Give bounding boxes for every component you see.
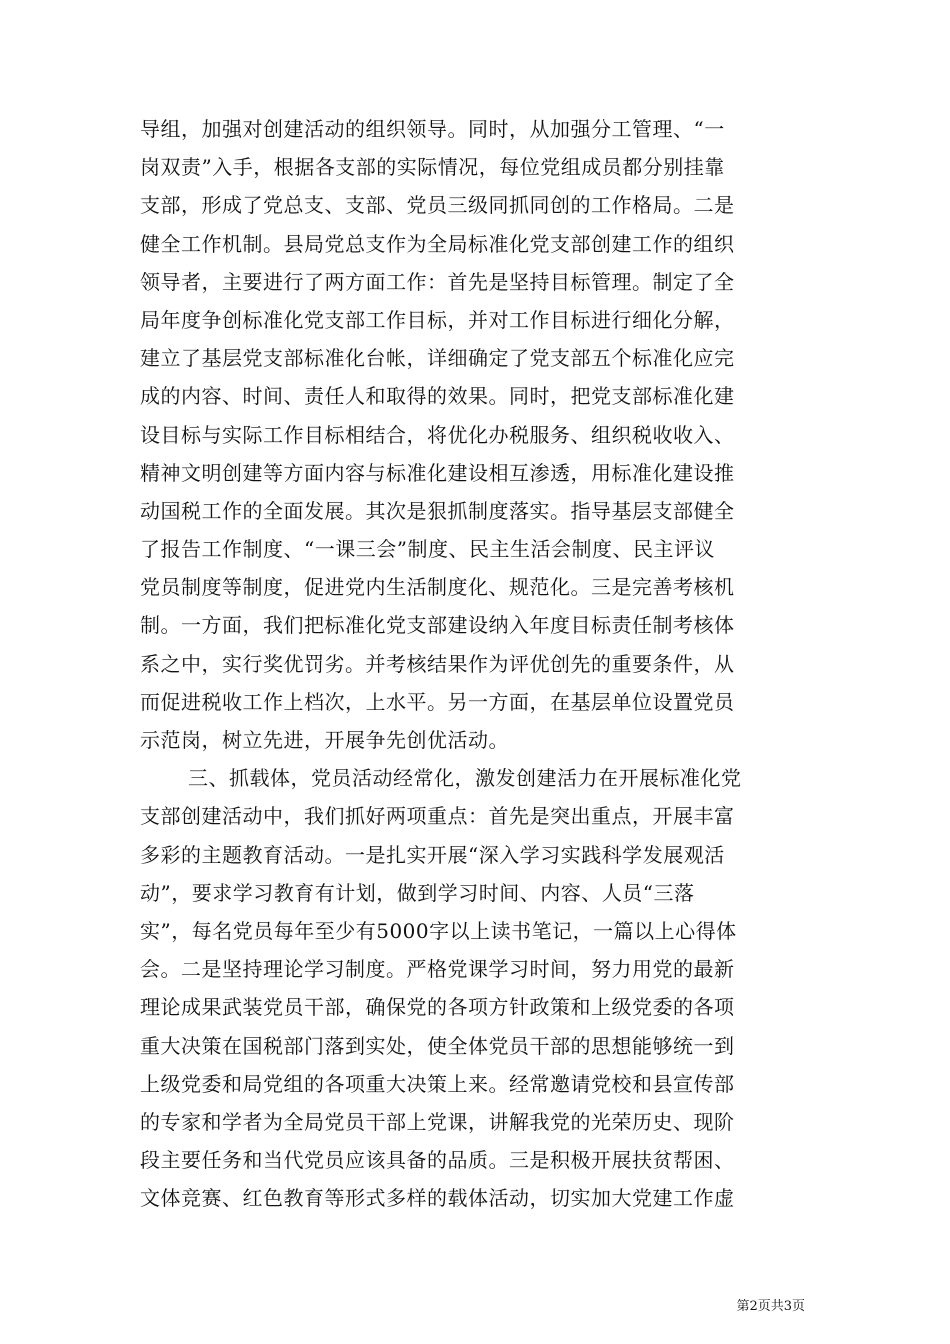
text-line: 系之中，实行奖优罚劣。并考核结果作为评优创先的重要条件，从 xyxy=(140,651,735,676)
text-line: 而促进税收工作上档次，上水平。另一方面，在基层单位设置党员 xyxy=(140,689,735,714)
text-line: 领导者，主要进行了两方面工作：首先是坚持目标管理。制定了全 xyxy=(140,269,735,294)
text-line: 上级党委和局党组的各项重大决策上来。经常邀请党校和县宣传部 xyxy=(140,1071,735,1096)
text-line: 精神文明创建等方面内容与标准化建设相互渗透，用标准化建设推 xyxy=(140,460,735,485)
text-line: 示范岗，树立先进，开展争先创优活动。 xyxy=(140,728,509,752)
text-line: 局年度争创标准化党支部工作目标，并对工作目标进行细化分解， xyxy=(140,307,735,332)
text-line: 导组，加强对创建活动的组织领导。同时，从加强分工管理、“一 xyxy=(140,117,725,141)
page-number-footer: 第2页共3页 xyxy=(736,1299,805,1314)
text-line: 段主要任务和当代党员应该具备的品质。三是积极开展扶贫帮困、 xyxy=(140,1148,735,1173)
text-line: 重大决策在国税部门落到实处，使全体党员干部的思想能够统一到 xyxy=(140,1033,735,1058)
text-line: 建立了基层党支部标准化台帐，详细确定了党支部五个标准化应完 xyxy=(140,346,735,371)
text-line: 会。二是坚持理论学习制度。严格党课学习时间，努力用党的最新 xyxy=(140,957,735,982)
paragraph-start-line: 三、抓载体，党员活动经常化，激发创建活力在开展标准化党 xyxy=(188,766,742,791)
text-line: 理论成果武装党员干部，确保党的各项方针政策和上级党委的各项 xyxy=(140,995,735,1020)
text-line: 健全工作机制。县局党总支作为全局标准化党支部创建工作的组织 xyxy=(140,231,735,256)
body-text xyxy=(140,110,812,1217)
text-line: 制。一方面，我们把标准化党支部建设纳入年度目标责任制考核体 xyxy=(140,613,735,638)
text-line: 党员制度等制度，促进党内生活制度化、规范化。三是完善考核机 xyxy=(140,575,735,600)
text-line: 支部，形成了党总支、支部、党员三级同抓同创的工作格局。二是 xyxy=(140,193,735,218)
text-line: 成的内容、时间、责任人和取得的效果。同时，把党支部标准化建 xyxy=(140,384,735,409)
text-line: 的专家和学者为全局党员干部上党课，讲解我党的光荣历史、现阶 xyxy=(140,1109,735,1134)
text-line: 动”，要求学习教育有计划，做到学习时间、内容、人员“三落 xyxy=(140,880,695,905)
text-line: 多彩的主题教育活动。一是扎实开展“深入学习实践科学发展观活 xyxy=(140,842,725,867)
text-line: 了报告工作制度、“一课三会”制度、民主生活会制度、民主评议 xyxy=(140,537,715,562)
text-line: 设目标与实际工作目标相结合，将优化办税服务、组织税收收入、 xyxy=(140,422,735,447)
text-line: 支部创建活动中，我们抓好两项重点：首先是突出重点，开展丰富 xyxy=(140,804,735,829)
text-line: 实”，每名党员每年至少有5000字以上读书笔记，一篇以上心得体 xyxy=(140,918,737,943)
text-line: 岗双责”入手，根据各支部的实际情况，每位党组成员都分别挂靠 xyxy=(140,155,725,180)
text-line: 动国税工作的全面发展。其次是狠抓制度落实。指导基层支部健全 xyxy=(140,498,735,523)
text-line: 文体竞赛、红色教育等形式多样的载体活动，切实加大党建工作虚 xyxy=(140,1186,735,1211)
